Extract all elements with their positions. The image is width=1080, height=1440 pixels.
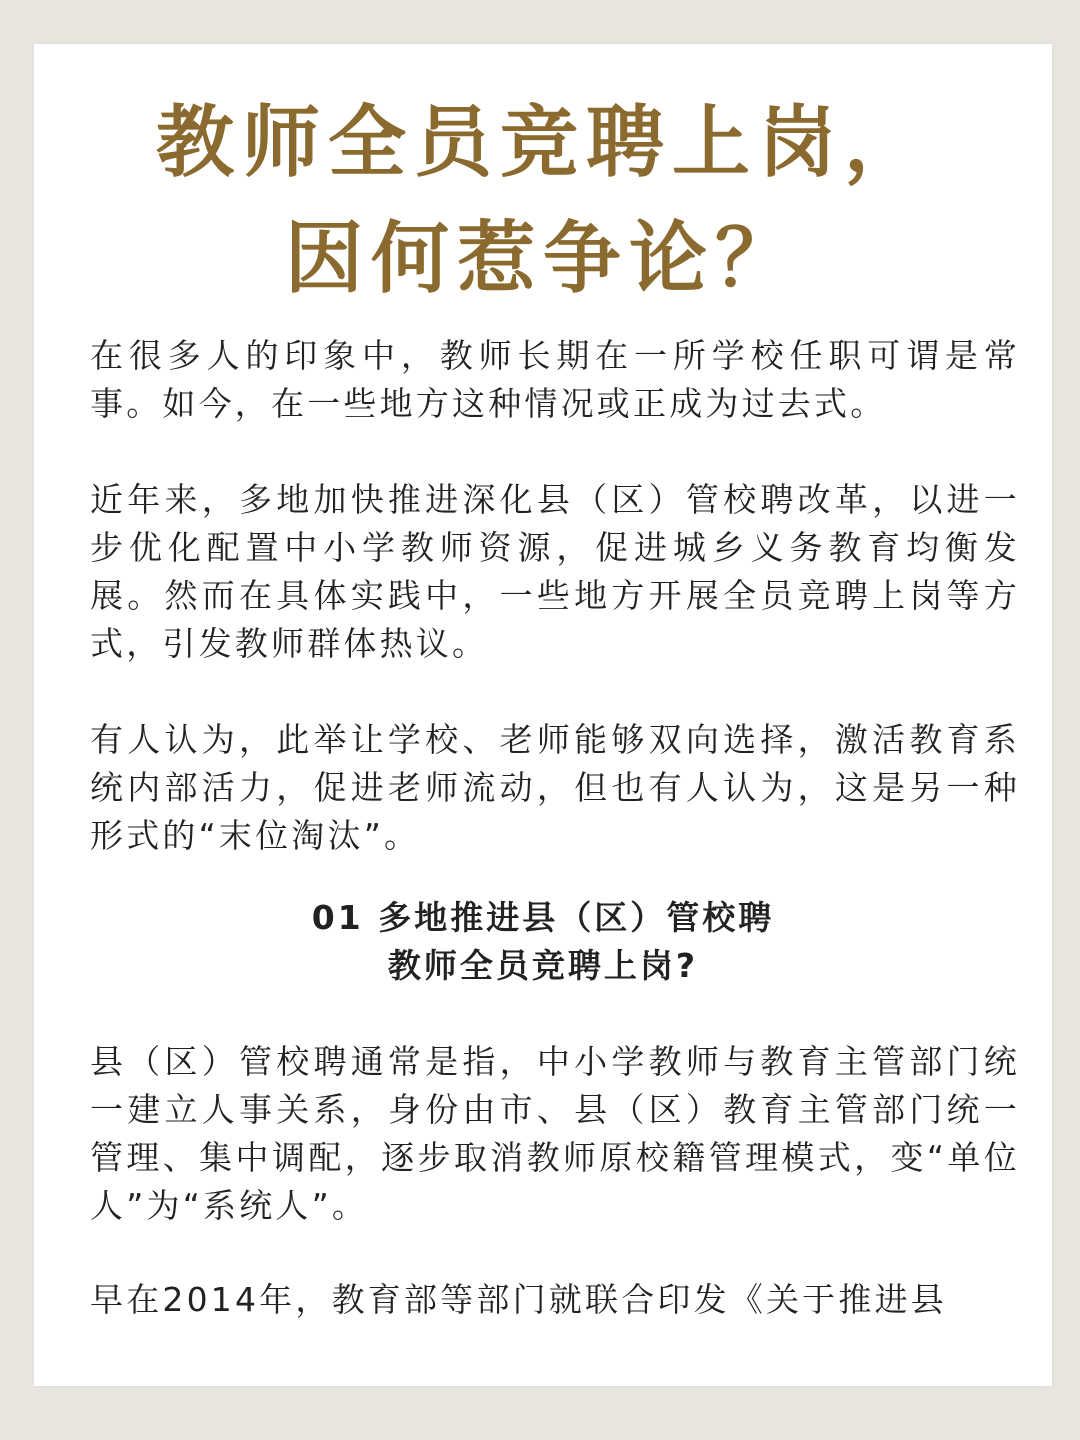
section-heading-line-2: 教师全员竞聘上岗? [387,946,699,985]
article-card [34,44,1052,1386]
paragraph-intro: 在很多人的印象中，教师长期在一所学校任职可谓是常事。如今，在一些地方这种情况或正成为过去式。 [90,336,1020,423]
section-heading-line-1: 01 多地推进县（区）管校聘 [311,898,775,937]
paragraph-definition: 县（区）管校聘通常是指，中小学教师与教育主管部门统一建立人事关系，身份由市、县（区）教育主管部门统一管理、集中调配，逐步取消教师原校籍管理模式，变“单位人”为“系统人”。 [90,1042,1020,1225]
article-title-line-2: 因何惹争论？ [284,213,801,304]
paragraph-history: 早在2014年，教育部等部门就联合印发《关于推进县 [90,1280,947,1319]
section-heading [34,894,1052,990]
paragraph-reform: 近年来，多地加快推进深化县（区）管校聘改革，以进一步优化配置中小学教师资源，促进城乡义务教育均衡发展。然而在具体实践中，一些地方开展全员竞聘上岗等方式，引发教师群体热议。 [90,480,1020,663]
article-title-line-1: 教师全员竞聘上岗， [155,97,930,188]
paragraph-opinions: 有人认为，此举让学校、老师能够双向选择，激活教育系统内部活力，促进老师流动，但也有人认为，这是另一种形式的“末位淘汰”。 [90,720,1020,855]
